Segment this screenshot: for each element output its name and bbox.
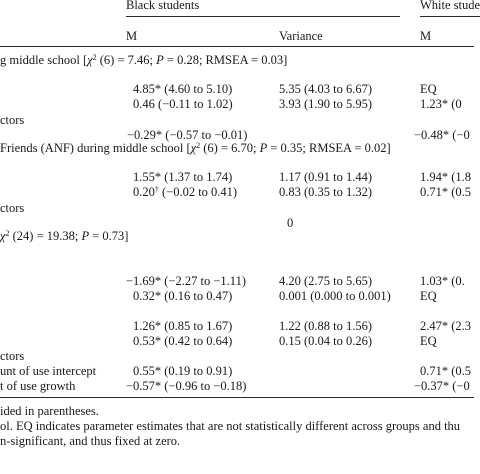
table-cell: 5.35 (4.03 to 6.67) [279,82,373,96]
table-bottom-rule [0,397,474,398]
table-cell: EQ [420,82,437,96]
table-cell: 0.32* (0.16 to 0.47) [133,289,233,303]
table-cell: 0.83 (0.35 to 1.32) [279,185,373,199]
column-header-m-white: M [420,29,432,43]
table-cell: 2.47* (2.3 [420,319,472,333]
group-underline-white [420,16,480,17]
table-cell: −0.48* (−0 [414,128,470,142]
table-cell: 0.55* (0.19 to 0.91) [133,364,233,378]
section-2-title: Friends (ANF) during middle school [$\chi^2$ (6) = 6.70; P = 0.35; RMSEA = 0.02] [0,141,391,155]
table-note: ol. EQ indicates parameter estimates that are not statistically different across groups and thu [0,419,461,433]
table-cell: 1.94* (1.8 [420,170,472,184]
row-label: ctors [0,201,25,215]
table-cell: 0.71* (0.5 [420,364,472,378]
table-cell: 1.03* (0. [420,274,465,288]
table-cell: 0.71* (0.5 [420,185,472,199]
row-label: ctors [0,349,25,363]
row-label: t of use growth [0,379,76,393]
table-cell: 0.46 (−0.11 to 1.02) [133,97,233,111]
row-label: ctors [0,113,25,127]
table-cell: 0.15 (0.04 to 0.26) [279,334,373,348]
table-cell: 0.53* (0.42 to 0.64) [133,334,233,348]
table-cell: 1.22 (0.88 to 1.56) [279,319,373,333]
section-1-title: g middle school [$\chi^2$ (6) = 7.46; P = 0.28; RMSEA = 0.03] [0,53,288,67]
table-cell: 0 [287,216,294,230]
table-cell: −0.37* (−0 [414,379,470,393]
group-underline-black [126,16,400,17]
column-header-variance-black: Variance [279,29,323,43]
section-3-title: $\chi^2$ (24) = 19.38; P = 0.73] [0,229,129,243]
header-rule [0,46,474,47]
group-header-white-students: White stude [420,0,480,12]
table-note: n-significant, and thus fixed at zero. [0,434,181,448]
table-cell: EQ [420,334,437,348]
table-cell: 0.001 (0.000 to 0.001) [279,289,391,303]
table-cell: 1.23* (0 [420,97,462,111]
table-note: ided in parentheses. [0,404,99,418]
group-header-black-students: Black students [126,0,200,12]
table-cell: 1.17 (0.91 to 1.44) [279,170,373,184]
table-cell: 4.85* (4.60 to 5.10) [133,82,233,96]
table-cell: −0.57* (−0.96 to −0.18) [126,379,247,393]
column-header-m-black: M [126,29,138,43]
table-cell: 3.93 (1.90 to 5.95) [279,97,373,111]
table-cell: 4.20 (2.75 to 5.65) [279,274,373,288]
table-cell: 0.20† (−0.02 to 0.41) [133,185,238,199]
table-cell: EQ [420,289,437,303]
table-cell: −1.69* (−2.27 to −1.11) [126,274,246,288]
table-cell: 1.55* (1.37 to 1.74) [133,170,233,184]
row-label: unt of use intercept [0,364,97,378]
table-cell: 1.26* (0.85 to 1.67) [133,319,233,333]
table-cell: −0.29* (−0.57 to −0.01) [127,128,248,142]
